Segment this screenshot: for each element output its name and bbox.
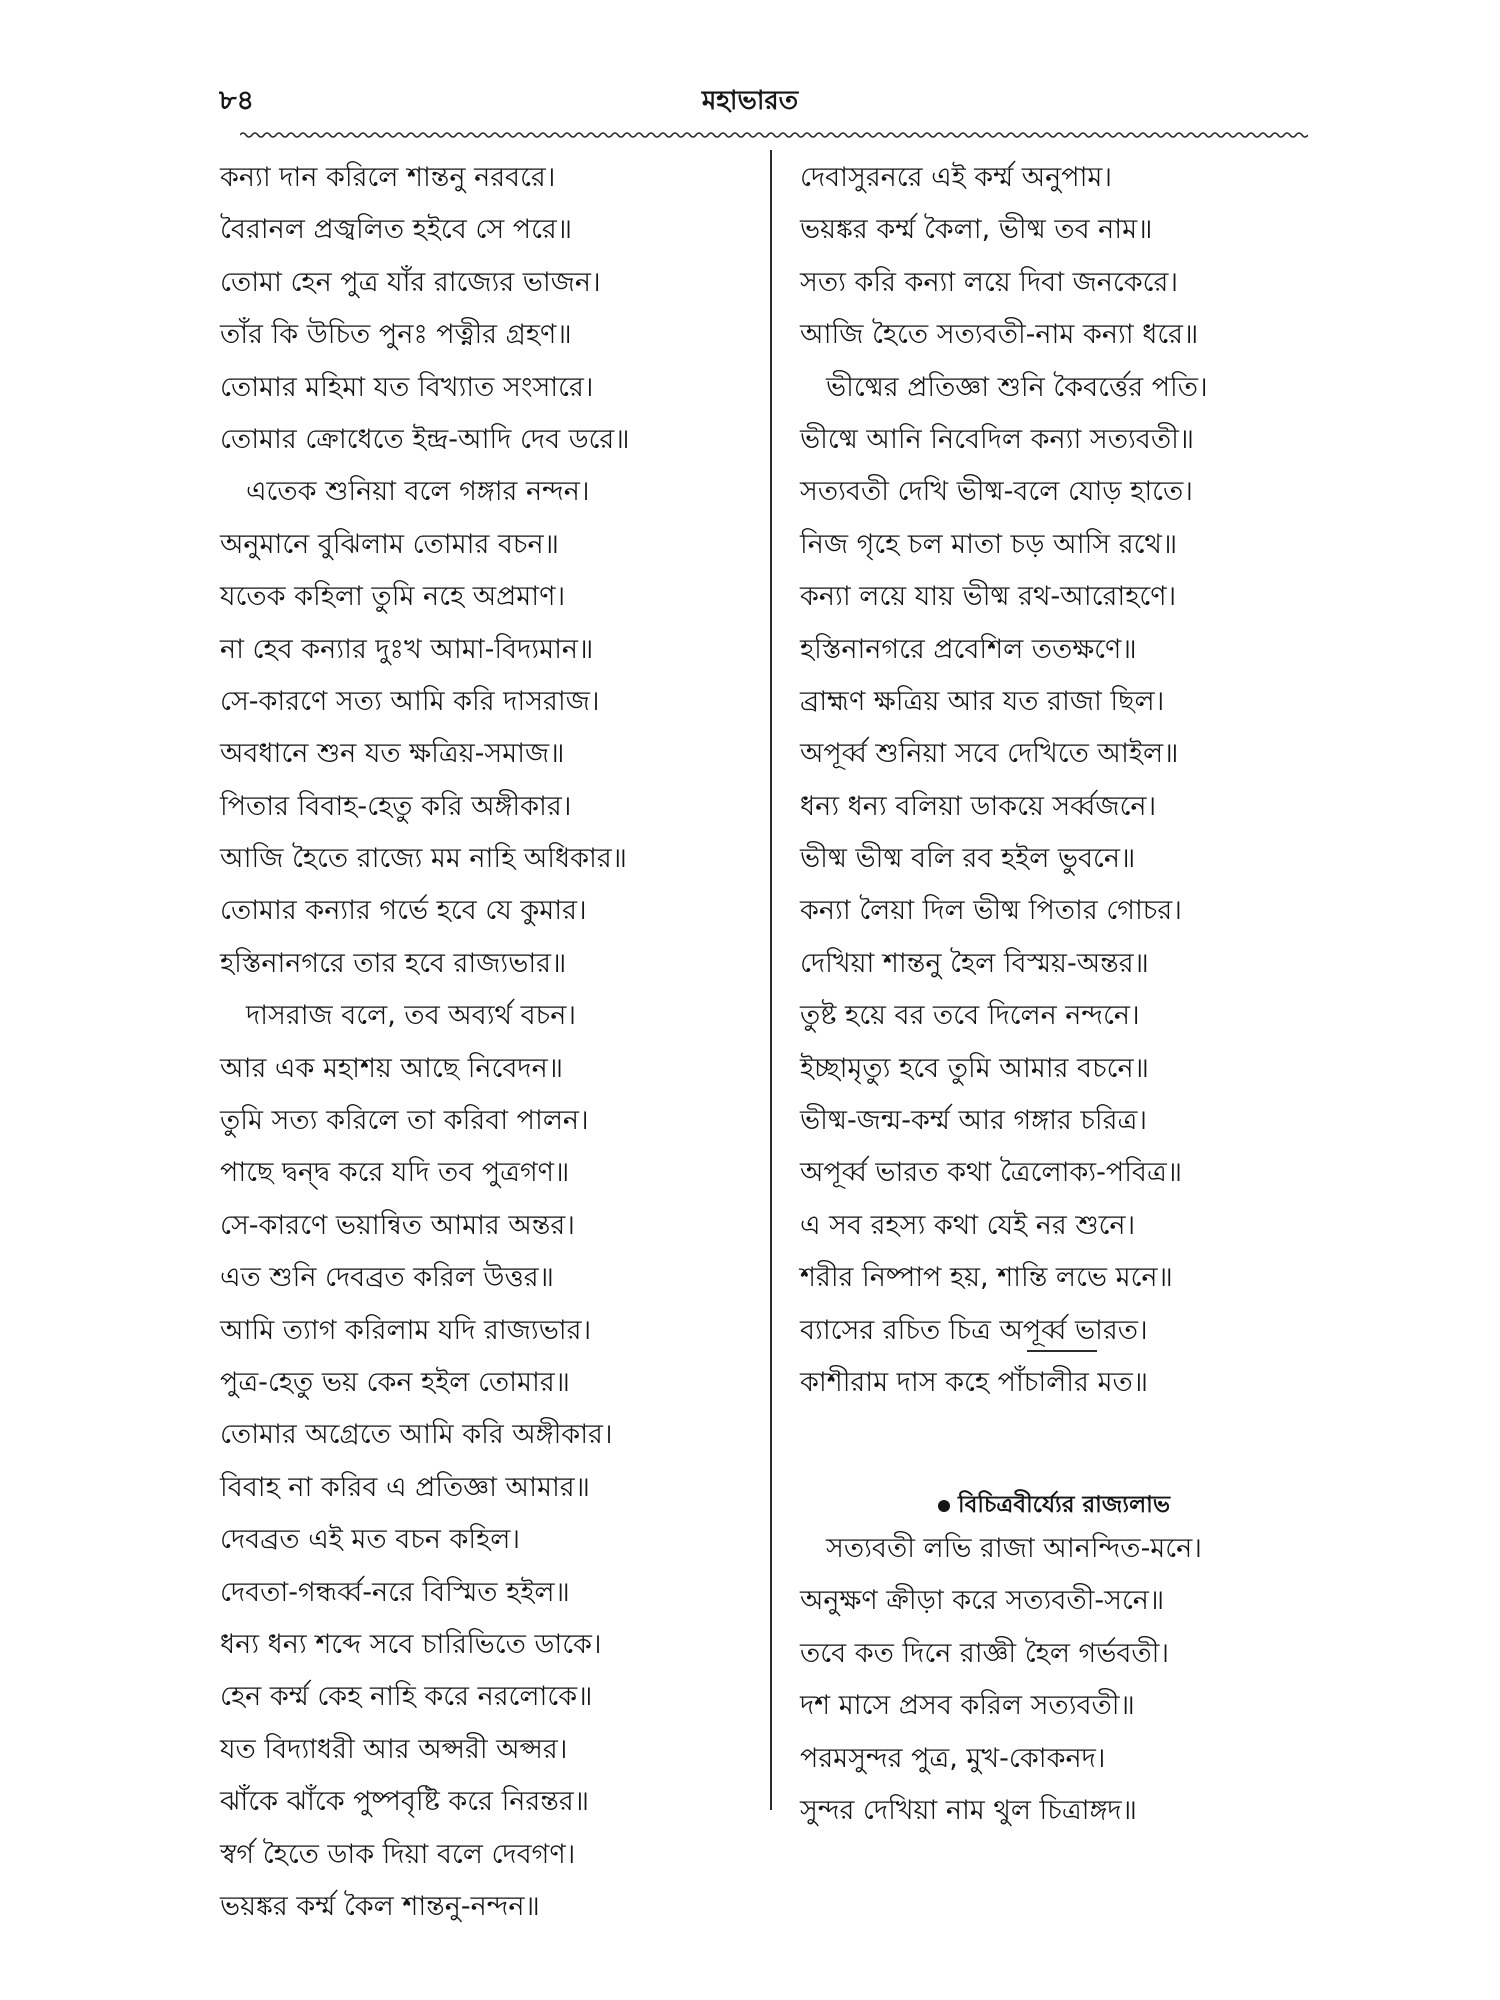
verse-line: সত্য করি কন্যা লয়ে দিবা জনকেরে। [800,266,1178,298]
verse-line: এত শুনি দেবব্রত করিল উত্তর॥ [220,1262,554,1294]
verse-line: সত্যবতী লভি রাজা আনন্দিত-মনে। [826,1533,1202,1564]
verse-line: ব্যাসের রচিত চিত্র অপূর্ব্ব ভারত। [800,1314,1148,1346]
verse-line: অনুমানে বুঝিলাম তোমার বচন॥ [220,528,559,560]
verse-line: হস্তিনানগরে প্রবেশিল ততক্ষণে॥ [800,633,1137,665]
section-heading-text: বিচিত্রবীর্য্যের রাজ্যলাভ [958,1492,1170,1518]
verse-line: ধন্য ধন্য শব্দে সবে চারিভিতে ডাকে। [220,1628,602,1660]
verse-line: পাছে দ্বন্দ্ব করে যদি তব পুত্রগণ॥ [220,1157,570,1189]
verse-line: পিতার বিবাহ-হেতু করি অঙ্গীকার। [220,790,572,822]
verse-line: দেখিয়া শান্তনু হৈল বিস্ময়-অন্তর॥ [800,947,1149,979]
verse-line: ভয়ঙ্কর কর্ম্ম কৈলা, ভীষ্ম তব নাম॥ [800,214,1153,246]
verse-line: তুমি সত্য করিলে তা করিবা পালন। [220,1105,589,1137]
verse-line: স্বর্গ হৈতে ডাক দিয়া বলে দেবগণ। [220,1838,576,1870]
verse-line: বৈরানল প্রজ্বলিত হইবে সে পরে॥ [220,214,573,246]
verse-line: আর এক মহাশয় আছে নিবেদন॥ [220,1052,563,1084]
verse-line: ভীষ্মের প্রতিজ্ঞা শুনি কৈবর্ত্তের পতি। [826,371,1208,403]
section-heading [938,1486,1170,1525]
right-column [800,152,1320,1409]
verse-line: কাশীরাম দাস কহে পাঁচালীর মত॥ [800,1366,1148,1398]
verse-line: তাঁর কি উচিত পুনঃ পত্নীর গ্রহণ॥ [220,319,572,351]
column-divider [770,150,772,1810]
verse-line: দেবব্রত এই মত বচন কহিল। [220,1524,521,1556]
verse-line: তোমা হেন পুত্র যাঁর রাজ্যের ভাজন। [220,266,601,298]
verse-line: বিবাহ না করিব এ প্রতিজ্ঞা আমার॥ [220,1471,590,1503]
verse-line: ঝাঁকে ঝাঁকে পুষ্পবৃষ্টি করে নিরন্তর॥ [220,1786,590,1818]
verse-line: কন্যা লৈয়া দিল ভীষ্ম পিতার গোচর। [800,895,1182,927]
page-number: ৮৪ [219,85,255,116]
verse-line: ধন্য ধন্য বলিয়া ডাকয়ে সর্ব্বজনে। [800,790,1157,822]
verse-line: ব্রাহ্মণ ক্ষত্রিয় আর যত রাজা ছিল। [800,685,1165,717]
verse-line: তুষ্ট হয়ে বর তবে দিলেন নন্দনে। [800,1000,1140,1032]
verse-line: দশ মাসে প্রসব করিল সত্যবতী॥ [800,1690,1135,1722]
verse-line: ভয়ঙ্কর কর্ম্ম কৈল শান্তনু-নন্দন॥ [220,1890,540,1922]
verse-line: যতেক কহিলা তুমি নহে অপ্রমাণ। [220,581,566,613]
verse-line: আজি হৈতে সত্যবতী-নাম কন্যা ধরে॥ [800,319,1199,351]
verse-line: অপূর্ব্ব শুনিয়া সবে দেখিতে আইল॥ [800,738,1179,770]
verse-line: অবধানে শুন যত ক্ষত্রিয়-সমাজ॥ [220,738,565,770]
verse-line: সে-কারণে ভয়ান্বিত আমার অন্তর। [220,1209,575,1241]
verse-line: এ সব রহস্য কথা যেই নর শুনে। [800,1209,1136,1241]
verse-line: দেবাসুরনরে এই কর্ম্ম অনুপাম। [800,162,1113,193]
verse-line: সে-কারণে সত্য আমি করি দাসরাজ। [220,685,600,717]
verse-line: দাসরাজ বলে, তব অব্যর্থ বচন। [246,1000,576,1032]
section-end-rule [1027,1350,1097,1352]
verse-line: শরীর নিষ্পাপ হয়, শান্তি লভে মনে॥ [800,1262,1173,1294]
verse-line: তবে কত দিনে রাজ্ঞী হৈল গর্ভবতী। [800,1637,1170,1669]
verse-line: আমি ত্যাগ করিলাম যদি রাজ্যভার। [220,1314,592,1346]
verse-line: কন্যা দান করিলে শান্তনু নরবরে। [220,162,556,193]
verse-line: দেবতা-গন্ধর্ব্ব-নরে বিস্মিত হইল॥ [220,1576,570,1608]
verse-line: তোমার কন্যার গর্ভে হবে যে কুমার। [220,895,587,927]
bullet-icon [938,1500,950,1512]
verse-line: তোমার ক্রোধেতে ইন্দ্র-আদি দেব ডরে॥ [220,423,630,455]
header-wavy-rule [240,131,1308,139]
running-title: মহাভারত [701,86,799,116]
verse-line: তোমার মহিমা যত বিখ্যাত সংসারে। [220,371,594,403]
verse-line: পুত্র-হেতু ভয় কেন হইল তোমার॥ [220,1366,570,1398]
verse-line: ভীষ্মে আনি নিবেদিল কন্যা সত্যবতী॥ [800,423,1195,455]
verse-line: ভীষ্ম-জন্ম-কর্ম্ম আর গঙ্গার চরিত্র। [800,1105,1147,1137]
verse-line: এতেক শুনিয়া বলে গঙ্গার নন্দন। [246,476,590,508]
verse-line: অনুক্ষণ ক্রীড়া করে সত্যবতী-সনে॥ [800,1585,1165,1617]
verse-line: না হেব কন্যার দুঃখ আমা-বিদ্যমান॥ [220,633,594,665]
section-verses [800,1523,1320,1837]
verse-line: কন্যা লয়ে যায় ভীষ্ম রথ-আরোহণে। [800,581,1177,613]
verse-line: ভীষ্ম ভীষ্ম বলি রব হইল ভুবনে॥ [800,843,1136,875]
verse-line: যত বিদ্যাধরী আর অপ্সরী অপ্সর। [220,1733,568,1765]
left-column [220,152,750,1933]
verse-line: তোমার অগ্রেতে আমি করি অঙ্গীকার। [220,1419,613,1451]
verse-line: ইচ্ছামৃত্যু হবে তুমি আমার বচনে॥ [800,1052,1149,1084]
verse-line: অপূর্ব্ব ভারত কথা ত্রৈলোক্য-পবিত্র॥ [800,1157,1183,1189]
verse-line: আজি হৈতে রাজ্যে মম নাহি অধিকার॥ [220,843,627,875]
verse-line: হস্তিনানগরে তার হবে রাজ্যভার॥ [220,947,567,979]
verse-line: সত্যবতী দেখি ভীষ্ম-বলে যোড় হাতে। [800,476,1193,508]
verse-line: নিজ গৃহে চল মাতা চড় আসি রথে॥ [800,528,1178,560]
verse-line: পরমসুন্দর পুত্র, মুখ-কোকনদ। [800,1742,1106,1774]
verse-line: হেন কর্ম্ম কেহ নাহি করে নরলোকে॥ [220,1681,593,1713]
verse-line: সুন্দর দেখিয়া নাম থুল চিত্রাঙ্গদ॥ [800,1794,1137,1826]
